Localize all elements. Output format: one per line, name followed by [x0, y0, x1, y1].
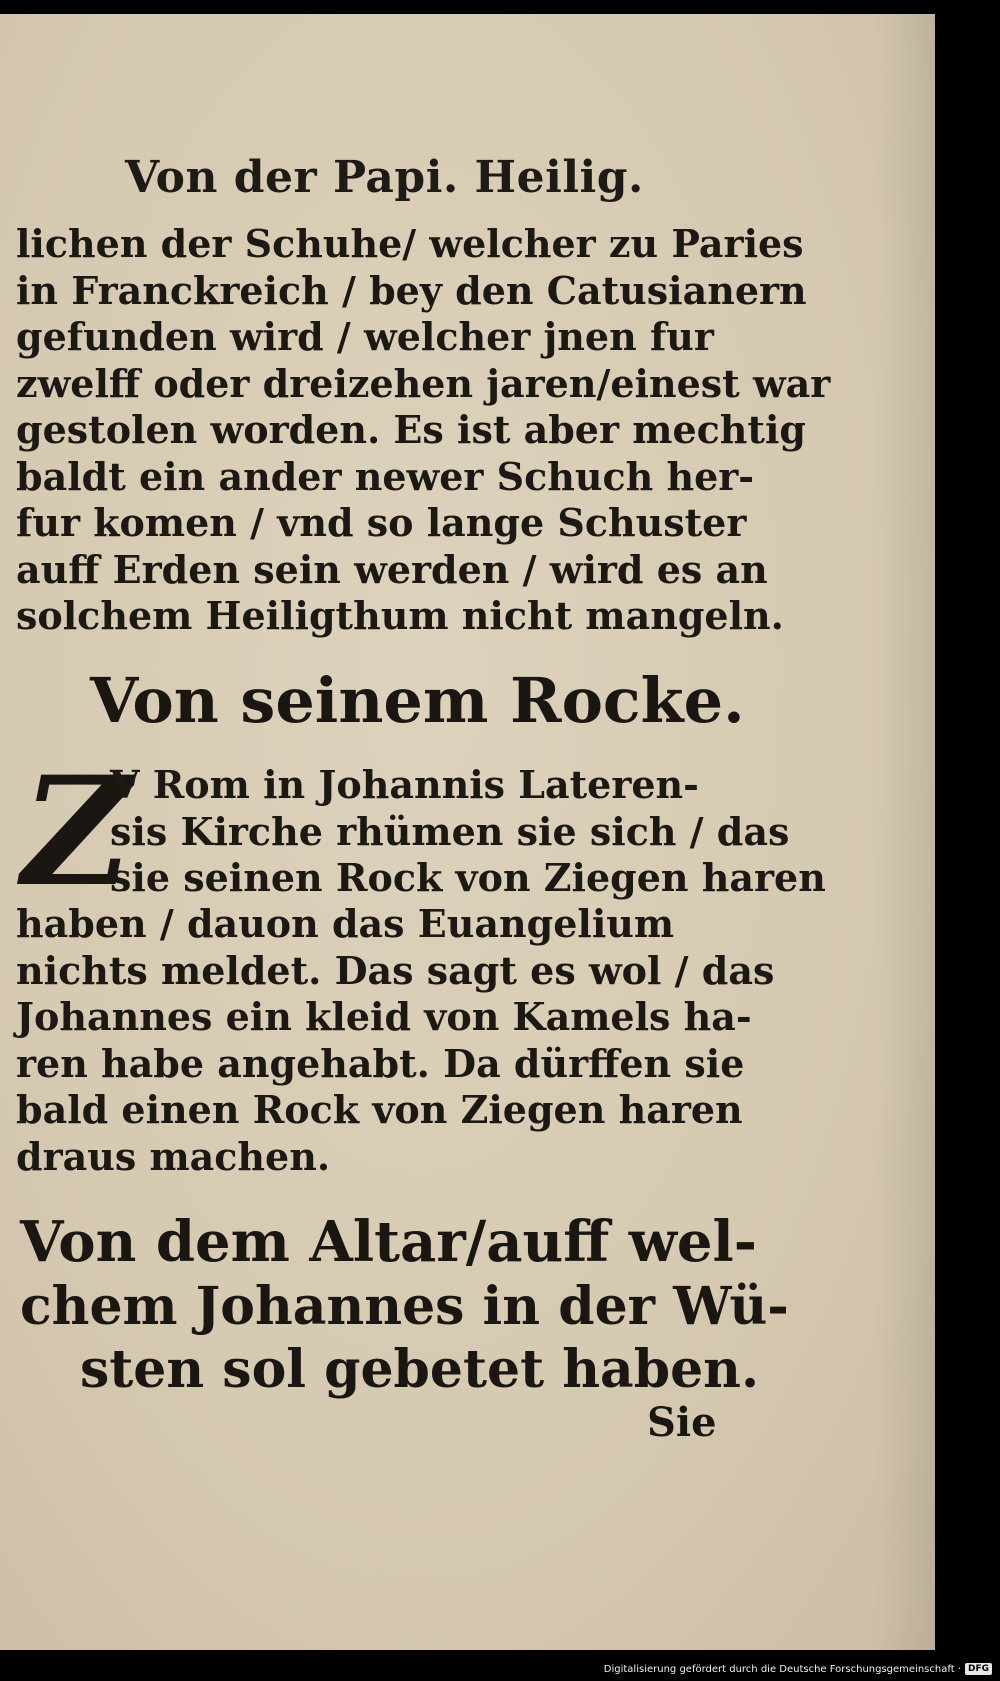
decorated-initial: Z [22, 744, 132, 920]
text-line: fur komen / vnd so lange Schuster [16, 500, 747, 545]
text-line: lichen der Schuhe/ welcher zu Paries [16, 221, 804, 266]
text-line: nichts meldet. Das sagt es wol / das [16, 947, 775, 993]
text-line: haben / dauon das Euangelium [16, 901, 675, 946]
running-head: Von der Papi. Heilig. [125, 152, 644, 203]
text-line: draus machen. [16, 1133, 331, 1179]
text-line: bald einen Rock von Ziegen haren [16, 1087, 743, 1132]
paragraph-2 [16, 901, 775, 1180]
section-heading-altar-line1: Von dem Altar/auff wel- [20, 1209, 758, 1275]
text-line: in Franckreich / bey den Catusianern [16, 267, 807, 313]
catchword: Sie [647, 1399, 717, 1446]
text-line: zwelff oder dreizehen jaren/einest war [16, 360, 831, 406]
paragraph-2-indented [110, 762, 826, 902]
text-line: ren habe angehabt. Da dürffen sie [16, 1040, 745, 1086]
text-line: sis Kirche rhümen sie sich / das [110, 808, 790, 854]
text-line: V Rom in Johannis Lateren- [110, 762, 699, 807]
book-page [0, 14, 935, 1650]
text-line: sie seinen Rock von Ziegen haren [110, 855, 826, 900]
footer-text: Digitalisierung gefördert durch die Deutsche Forschungsgemeinschaft · [603, 1663, 961, 1675]
text-line: gefunden wird / welcher jnen fur [16, 314, 714, 359]
dfg-logo: DFG [965, 1663, 992, 1675]
text-line: Johannes ein kleid von Kamels ha- [16, 994, 752, 1039]
text-line: auff Erden sein werden / wird es an [16, 546, 768, 592]
text-line: gestolen worden. Es ist aber mechtig [16, 407, 806, 452]
section-heading-rock: Von seinem Rocke. [90, 664, 745, 737]
section-heading-altar-line3: sten sol gebetet haben. [80, 1339, 760, 1400]
digitization-footer [604, 1663, 992, 1675]
text-line: solchem Heiligthum nicht mangeln. [16, 593, 784, 638]
text-line: baldt ein ander newer Schuch her- [16, 453, 755, 499]
section-heading-altar-line2: chem Johannes in der Wü- [20, 1276, 789, 1337]
paragraph-1 [16, 221, 831, 640]
